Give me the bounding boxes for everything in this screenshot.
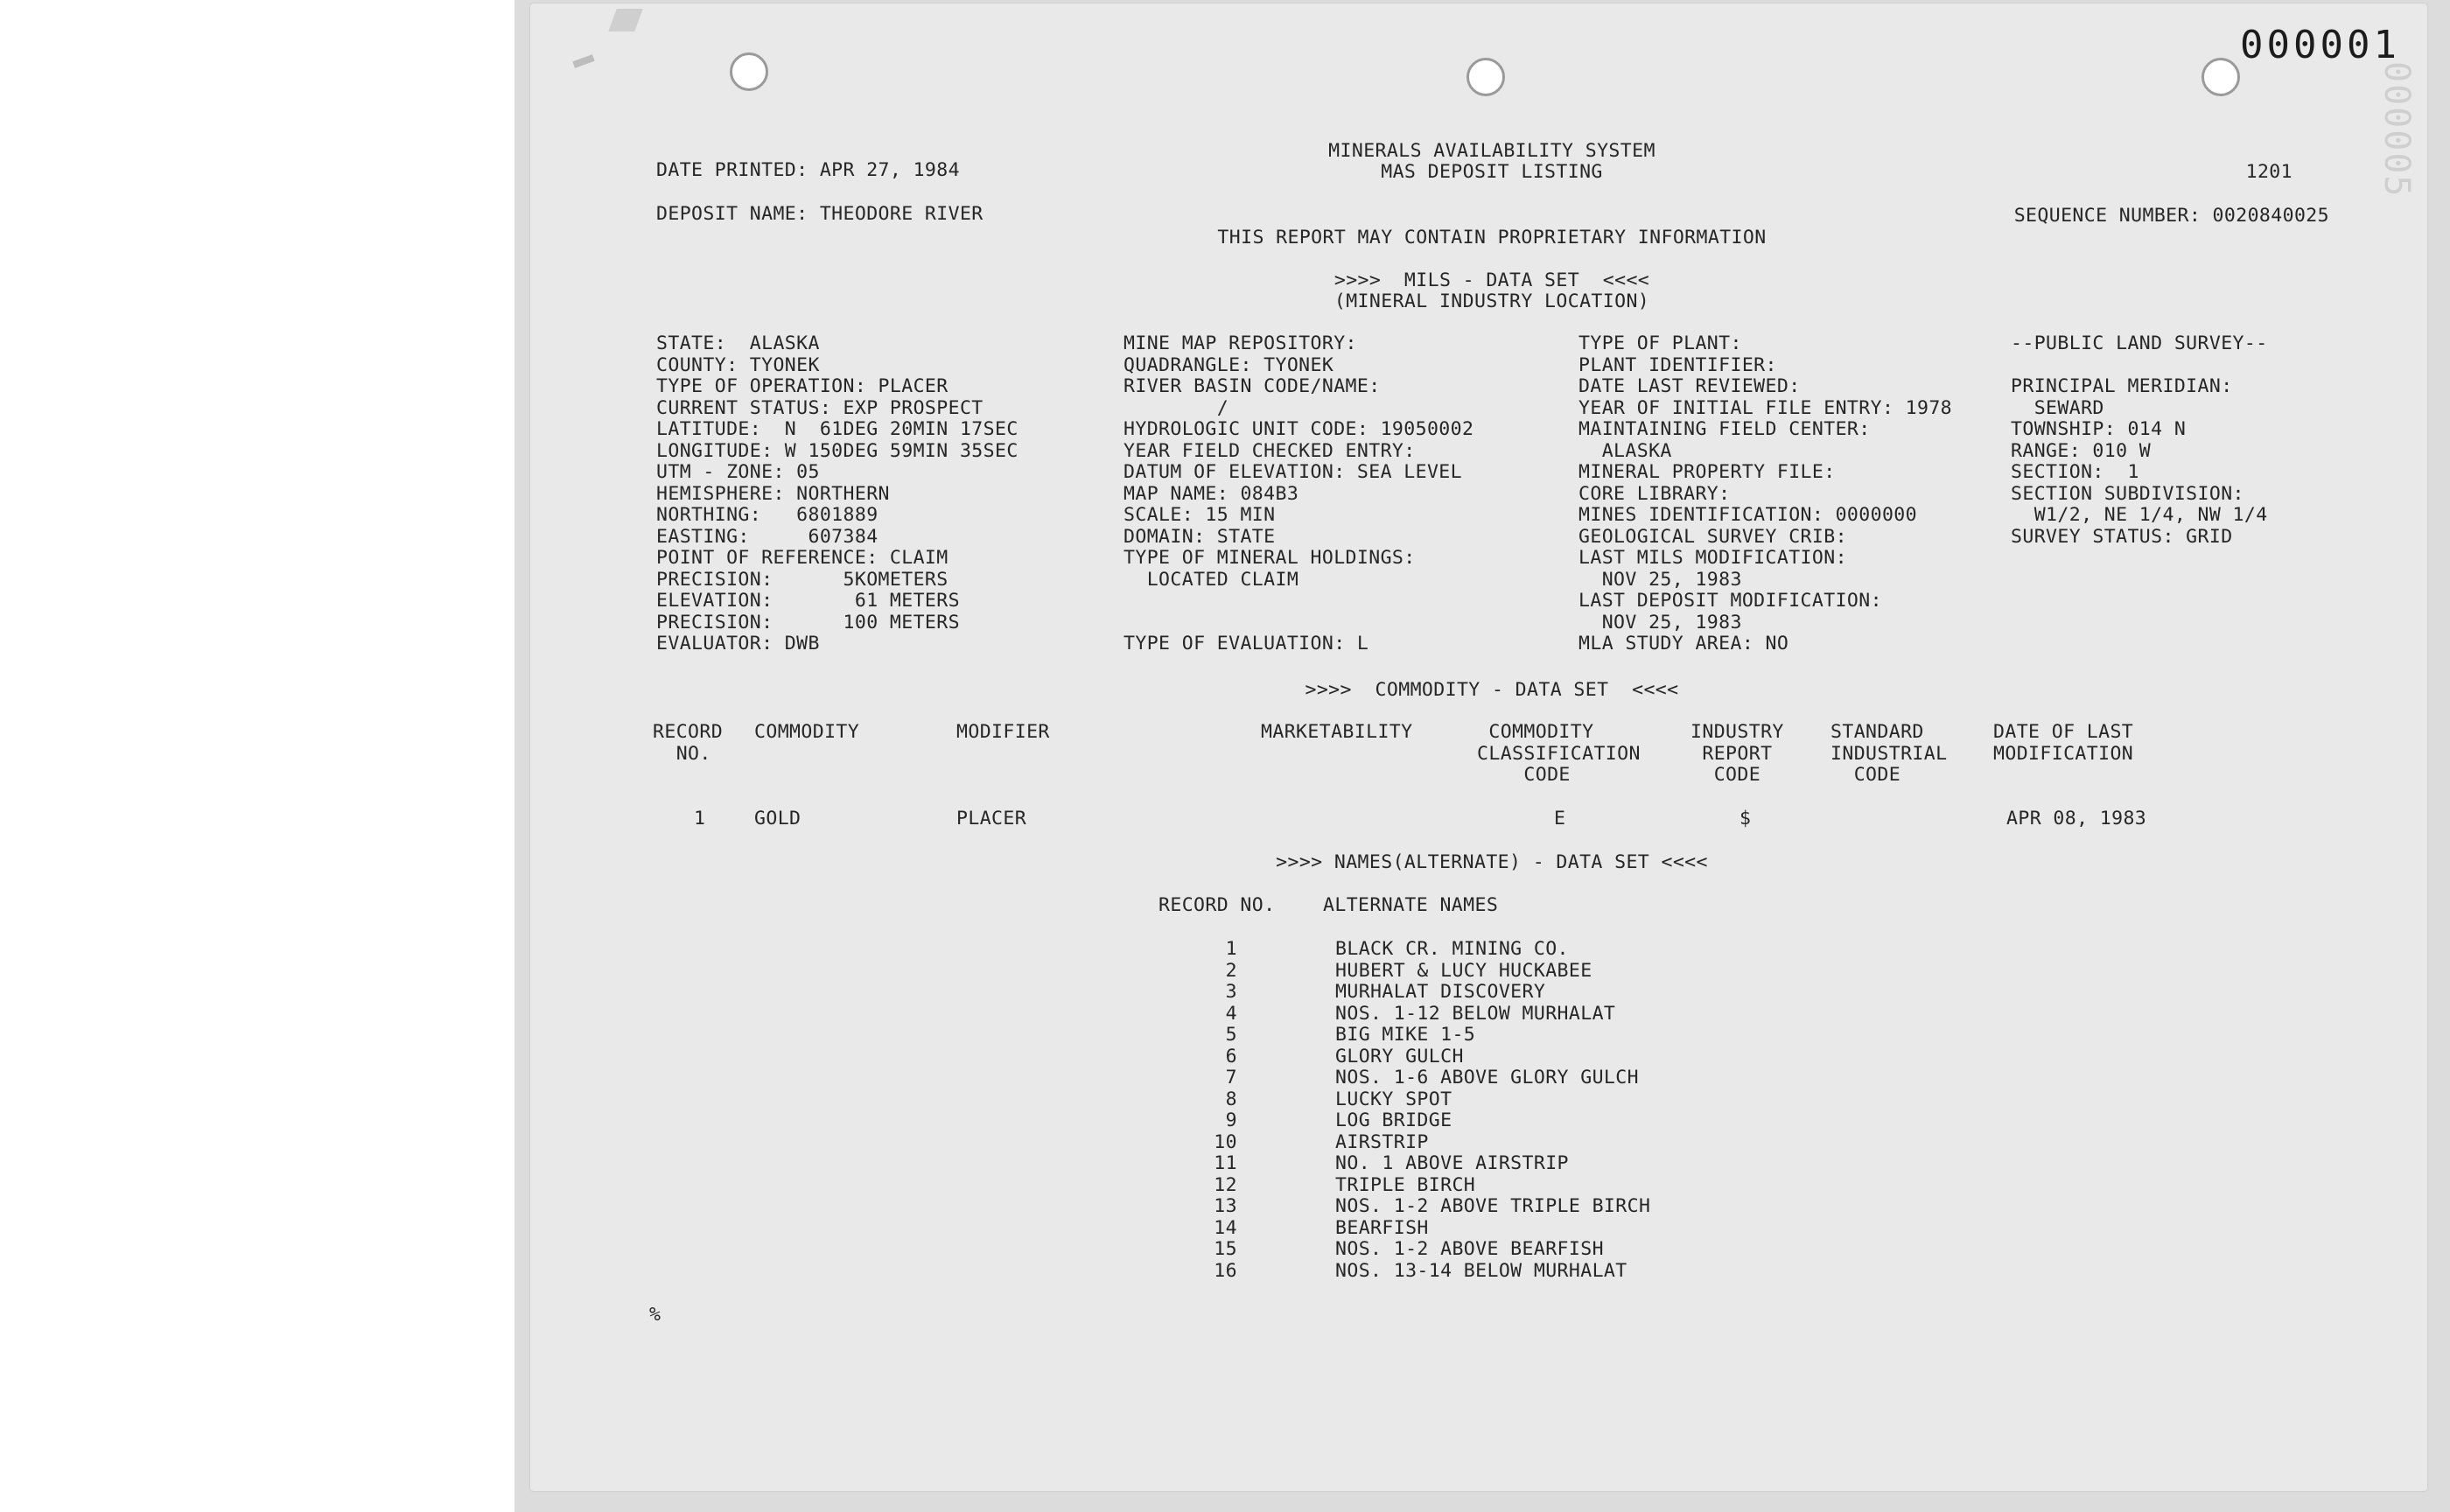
mils-field-line: TYPE OF EVALUATION: L [1124, 633, 1369, 654]
alternate-name: BLACK CR. MINING CO. [1335, 938, 1569, 960]
alternate-name-record-no: 7 [1225, 1067, 1237, 1088]
mils-section-subtitle: (MINERAL INDUSTRY LOCATION) [1334, 290, 1650, 312]
mils-field-line: MAP NAME: 084B3 [1124, 482, 1299, 505]
page-number: 1201 [2245, 161, 2292, 183]
mils-field-line: NOV 25, 1983 [1578, 568, 1742, 591]
alternate-name-record-no: 16 [1214, 1259, 1237, 1282]
alternate-name: NOS. 1-2 ABOVE BEARFISH [1335, 1238, 1604, 1260]
mils-field-line: --PUBLIC LAND SURVEY-- [2011, 332, 2268, 354]
alternate-name-record-no: 15 [1214, 1238, 1237, 1260]
mils-section-title: >>>> MILS - DATA SET <<<< [1334, 270, 1650, 291]
alternate-name-record-no: 9 [1225, 1110, 1237, 1131]
sequence-number: SEQUENCE NUMBER: 0020840025 [2013, 205, 2329, 227]
header-date-of-last-modification: DATE OF LAST MODIFICATION [1993, 721, 2134, 765]
header-standard-industrial-code: STANDARD INDUSTRIAL CODE [1830, 721, 1948, 786]
commodity-record-no: 1 [694, 808, 706, 830]
mils-field-line: ALASKA [1578, 439, 1672, 462]
names-header-record-no: RECORD NO. [1158, 894, 1276, 916]
mils-field-line: SECTION SUBDIVISION: [2011, 482, 2244, 505]
commodity-date-modified: APR 08, 1983 [2006, 808, 2147, 830]
footer-mark: % [649, 1304, 662, 1326]
mils-field-line: SURVEY STATUS: GRID [2011, 525, 2233, 548]
commodity-industry-report-code: $ [1740, 808, 1752, 830]
header-commodity: COMMODITY [754, 721, 860, 743]
header-industry-report-code: INDUSTRY REPORT CODE [1690, 721, 1784, 786]
mils-field-line: EASTING: 607384 [656, 525, 878, 548]
alternate-name: HUBERT & LUCY HUCKABEE [1335, 959, 1592, 982]
alternate-name-record-no: 6 [1225, 1045, 1237, 1068]
alternate-name-record-no: 8 [1225, 1088, 1237, 1110]
mils-field-line: ELEVATION: 61 METERS [656, 590, 960, 612]
alternate-name: NOS. 1-12 BELOW MURHALAT [1335, 1002, 1616, 1025]
page-stamp-number: 000001 [2240, 23, 2400, 67]
alternate-name-record-no: 2 [1225, 959, 1237, 982]
commodity-classification-code: E [1554, 808, 1566, 830]
mils-field-line: W1/2, NE 1/4, NW 1/4 [2011, 504, 2268, 526]
listing-title: MAS DEPOSIT LISTING [1381, 161, 1603, 183]
alternate-name: AIRSTRIP [1335, 1130, 1429, 1153]
alternate-name-record-no: 5 [1225, 1024, 1237, 1046]
mils-field-line: NORTHING: 6801889 [656, 504, 878, 526]
punch-hole-right [2202, 58, 2240, 96]
mils-field-line: CURRENT STATUS: EXP PROSPECT [656, 396, 984, 419]
mils-field-line: YEAR FIELD CHECKED ENTRY: [1124, 439, 1416, 462]
alternate-name-record-no: 1 [1225, 938, 1237, 960]
commodity-name: GOLD [754, 808, 802, 830]
mils-field-line: CORE LIBRARY: [1578, 482, 1731, 505]
mils-field-line: MINE MAP REPOSITORY: [1124, 332, 1357, 354]
proprietary-notice: THIS REPORT MAY CONTAIN PROPRIETARY INFORMATION [1217, 227, 1767, 248]
mils-field-line: LATITUDE: N 61DEG 20MIN 17SEC [656, 418, 1018, 440]
alternate-name: GLORY GULCH [1335, 1045, 1464, 1068]
deposit-name: DEPOSIT NAME: THEODORE RIVER [656, 203, 984, 225]
mils-field-line: NOV 25, 1983 [1578, 611, 1742, 634]
alternate-name: LUCKY SPOT [1335, 1088, 1452, 1110]
alternate-name: BIG MIKE 1-5 [1335, 1024, 1476, 1046]
mils-field-line: SEWARD [2011, 396, 2104, 419]
alternate-name: BEARFISH [1335, 1216, 1429, 1239]
mils-field-line: HYDROLOGIC UNIT CODE: 19050002 [1124, 418, 1474, 440]
mils-field-line: PRECISION: 5KOMETERS [656, 568, 948, 591]
mils-field-line: STATE: ALASKA [656, 332, 820, 354]
header-record-no: RECORD NO. [653, 721, 724, 765]
mils-field-line: TYPE OF OPERATION: PLACER [656, 375, 948, 397]
mils-field-line: DOMAIN: STATE [1124, 525, 1276, 548]
mils-field-line: POINT OF REFERENCE: CLAIM [656, 547, 948, 569]
alternate-name-record-no: 12 [1214, 1173, 1237, 1196]
mils-field-line: EVALUATOR: DWB [656, 633, 820, 654]
mils-field-line: LAST DEPOSIT MODIFICATION: [1578, 590, 1882, 612]
ghost-stamp-number: 000005 [2376, 61, 2417, 199]
commodity-section-title: >>>> COMMODITY - DATA SET <<<< [1305, 679, 1679, 701]
mils-field-line: GEOLOGICAL SURVEY CRIB: [1578, 525, 1847, 548]
alternate-name: LOG BRIDGE [1335, 1110, 1452, 1131]
mils-field-line: LONGITUDE: W 150DEG 59MIN 35SEC [656, 439, 1018, 462]
mils-field-line: DATE LAST REVIEWED: [1578, 375, 1801, 397]
system-title: MINERALS AVAILABILITY SYSTEM [1328, 140, 1656, 162]
mils-field-line: RIVER BASIN CODE/NAME: [1124, 375, 1381, 397]
mils-field-line: QUADRANGLE: TYONEK [1124, 354, 1334, 376]
mils-field-line: COUNTY: TYONEK [656, 354, 820, 376]
mils-field-line: SECTION: 1 [2011, 461, 2139, 483]
mils-field-line: TOWNSHIP: 014 N [2011, 418, 2187, 440]
alternate-name-record-no: 4 [1225, 1002, 1237, 1025]
header-marketability: MARKETABILITY [1261, 721, 1413, 743]
date-printed: DATE PRINTED: APR 27, 1984 [656, 159, 960, 181]
mils-field-line: MINES IDENTIFICATION: 0000000 [1578, 504, 1917, 526]
punch-hole-center [1466, 58, 1505, 96]
alternate-name-record-no: 14 [1214, 1216, 1237, 1239]
mils-field-line: MLA STUDY AREA: NO [1578, 633, 1789, 654]
mils-field-line: HEMISPHERE: NORTHERN [656, 482, 890, 505]
commodity-modifier: PLACER [956, 808, 1027, 830]
mils-field-line: MAINTAINING FIELD CENTER: [1578, 418, 1871, 440]
mils-field-line: MINERAL PROPERTY FILE: [1578, 461, 1836, 483]
header-classification-code: COMMODITY CLASSIFICATION CODE [1477, 721, 1641, 786]
mils-field-line: LAST MILS MODIFICATION: [1578, 547, 1847, 569]
mils-field-line: PRECISION: 100 METERS [656, 611, 960, 634]
punch-hole-left [730, 52, 768, 91]
alternate-name: NOS. 1-6 ABOVE GLORY GULCH [1335, 1067, 1639, 1088]
alternate-name-record-no: 3 [1225, 981, 1237, 1003]
header-modifier: MODIFIER [956, 721, 1050, 743]
mils-field-line: YEAR OF INITIAL FILE ENTRY: 1978 [1578, 396, 1953, 419]
alternate-name: NOS. 1-2 ABOVE TRIPLE BIRCH [1335, 1195, 1651, 1217]
alternate-name-record-no: 13 [1214, 1195, 1237, 1217]
mils-field-line: TYPE OF MINERAL HOLDINGS: [1124, 547, 1416, 569]
alternate-name: TRIPLE BIRCH [1335, 1173, 1476, 1196]
mils-field-line: LOCATED CLAIM [1124, 568, 1299, 591]
mils-field-line: UTM - ZONE: 05 [656, 461, 820, 483]
mils-field-line: TYPE OF PLANT: [1578, 332, 1742, 354]
mils-field-line: DATUM OF ELEVATION: SEA LEVEL [1124, 461, 1462, 483]
alternate-name: NOS. 13-14 BELOW MURHALAT [1335, 1259, 1628, 1282]
alternate-name: NO. 1 ABOVE AIRSTRIP [1335, 1152, 1569, 1174]
mils-field-line: SCALE: 15 MIN [1124, 504, 1276, 526]
alternate-name: MURHALAT DISCOVERY [1335, 981, 1546, 1003]
mils-field-line: RANGE: 010 W [2011, 439, 2152, 462]
alternate-name-record-no: 10 [1214, 1130, 1237, 1153]
mils-field-line: / [1124, 396, 1229, 419]
mils-field-line: PLANT IDENTIFIER: [1578, 354, 1777, 376]
mils-field-line: PRINCIPAL MERIDIAN: [2011, 375, 2233, 397]
names-header-alternate-names: ALTERNATE NAMES [1323, 894, 1499, 916]
alternate-name-record-no: 11 [1214, 1152, 1237, 1174]
names-section-title: >>>> NAMES(ALTERNATE) - DATA SET <<<< [1276, 851, 1708, 873]
